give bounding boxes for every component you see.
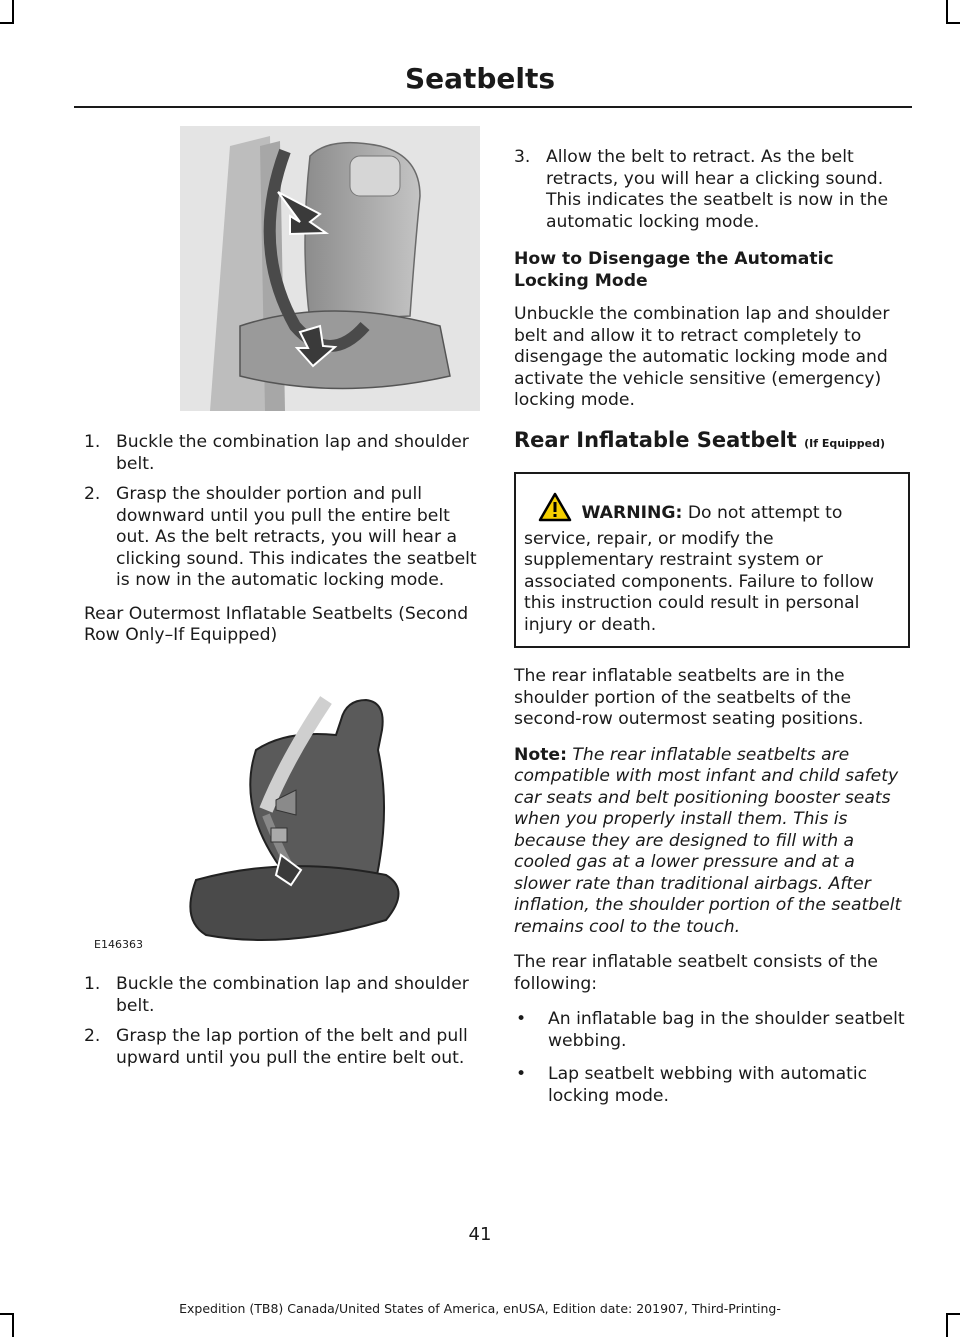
seat-illustration-2	[86, 690, 476, 955]
crop-mark	[946, 0, 948, 24]
crop-mark	[946, 22, 960, 24]
list-item	[84, 1026, 480, 1069]
list-text: Allow the belt to retract. As the belt retracts, you will hear a clicking sound. This indicates the seatbelt is now in the automatic locking mode.	[546, 147, 889, 232]
list-number: 1.	[84, 432, 101, 452]
note	[514, 745, 910, 939]
list-item	[514, 147, 910, 233]
seat-illustration-1	[180, 126, 480, 411]
list-item	[84, 484, 480, 592]
crop-mark	[12, 0, 14, 24]
list-item	[84, 974, 480, 1017]
section-title	[514, 427, 910, 455]
warning-label: WARNING:	[581, 503, 683, 523]
list-text: Grasp the lap portion of the belt and pull upward until you pull the entire belt out.	[116, 1026, 468, 1068]
paragraph: The rear inflatable seatbelts are in the shoulder portion of the seatbelts of the second-row outermost seating positions.	[514, 666, 864, 729]
list-number: 1.	[84, 974, 101, 994]
list-number: 2.	[84, 484, 101, 504]
note-text: The rear inflatable seatbelts are compatible with most infant and child safety car seats and belt positioning booster seats when you properly install them. This is because they are designed to fill with a cooled gas at a lower pressure and at a slower rate than traditional airbags. After inflation, the shoulder portion of the seatbelt remains cool to the touch.	[514, 744, 902, 937]
crop-mark	[12, 1313, 14, 1337]
header-rule	[74, 106, 912, 108]
list-item	[84, 432, 480, 475]
bullet: •	[516, 1009, 527, 1029]
section-heading: How to Disengage the Automatic Locking Mode	[514, 249, 834, 291]
warning-text: Do not attempt to service, repair, or modify the supplementary restraint system or associated components. Failure to follow this instruction could result in personal injury or death.	[524, 503, 874, 635]
figure-code: E146363	[94, 938, 143, 951]
warning-box	[514, 472, 910, 648]
list-number: 2.	[84, 1026, 101, 1046]
section-title-tag: (If Equipped)	[804, 436, 885, 450]
list-item	[514, 1064, 910, 1107]
page-number: 41	[468, 1224, 492, 1245]
list-text: An inflatable bag in the shoulder seatbelt webbing.	[548, 1009, 905, 1051]
paragraph: Unbuckle the combination lap and shoulder belt and allow it to retract completely to disengage the automatic locking mode and activate the vehicle sensitive (emergency) locking mode.	[514, 304, 890, 410]
section-title-text: Rear Inflatable Seatbelt	[514, 427, 797, 452]
bullet: •	[516, 1064, 527, 1084]
list-text: Lap seatbelt webbing with automatic locking mode.	[548, 1064, 868, 1106]
subheading: Rear Outermost Inflatable Seatbelts (Second Row Only–If Equipped)	[84, 603, 469, 645]
list-item	[514, 1009, 910, 1052]
page-title: Seatbelts	[404, 62, 556, 95]
warning-icon	[538, 492, 572, 529]
list-text: Grasp the shoulder portion and pull downward until you pull the entire belt out. As the belt retracts, you will hear a clicking sound. This indicates the seatbelt is now in the automatic locking mode.	[116, 484, 477, 590]
note-label: Note:	[514, 744, 567, 765]
paragraph: The rear inflatable seatbelt consists of the following:	[514, 952, 878, 994]
list-text: Buckle the combination lap and shoulder belt.	[116, 974, 469, 1016]
footer-text: Expedition (TB8) Canada/United States of America, enUSA, Edition date: 201907, Third-Printing-	[179, 1301, 781, 1316]
crop-mark	[0, 22, 14, 24]
list-text: Buckle the combination lap and shoulder belt.	[116, 432, 469, 474]
crop-mark	[946, 1313, 948, 1337]
list-number: 3.	[514, 147, 531, 167]
